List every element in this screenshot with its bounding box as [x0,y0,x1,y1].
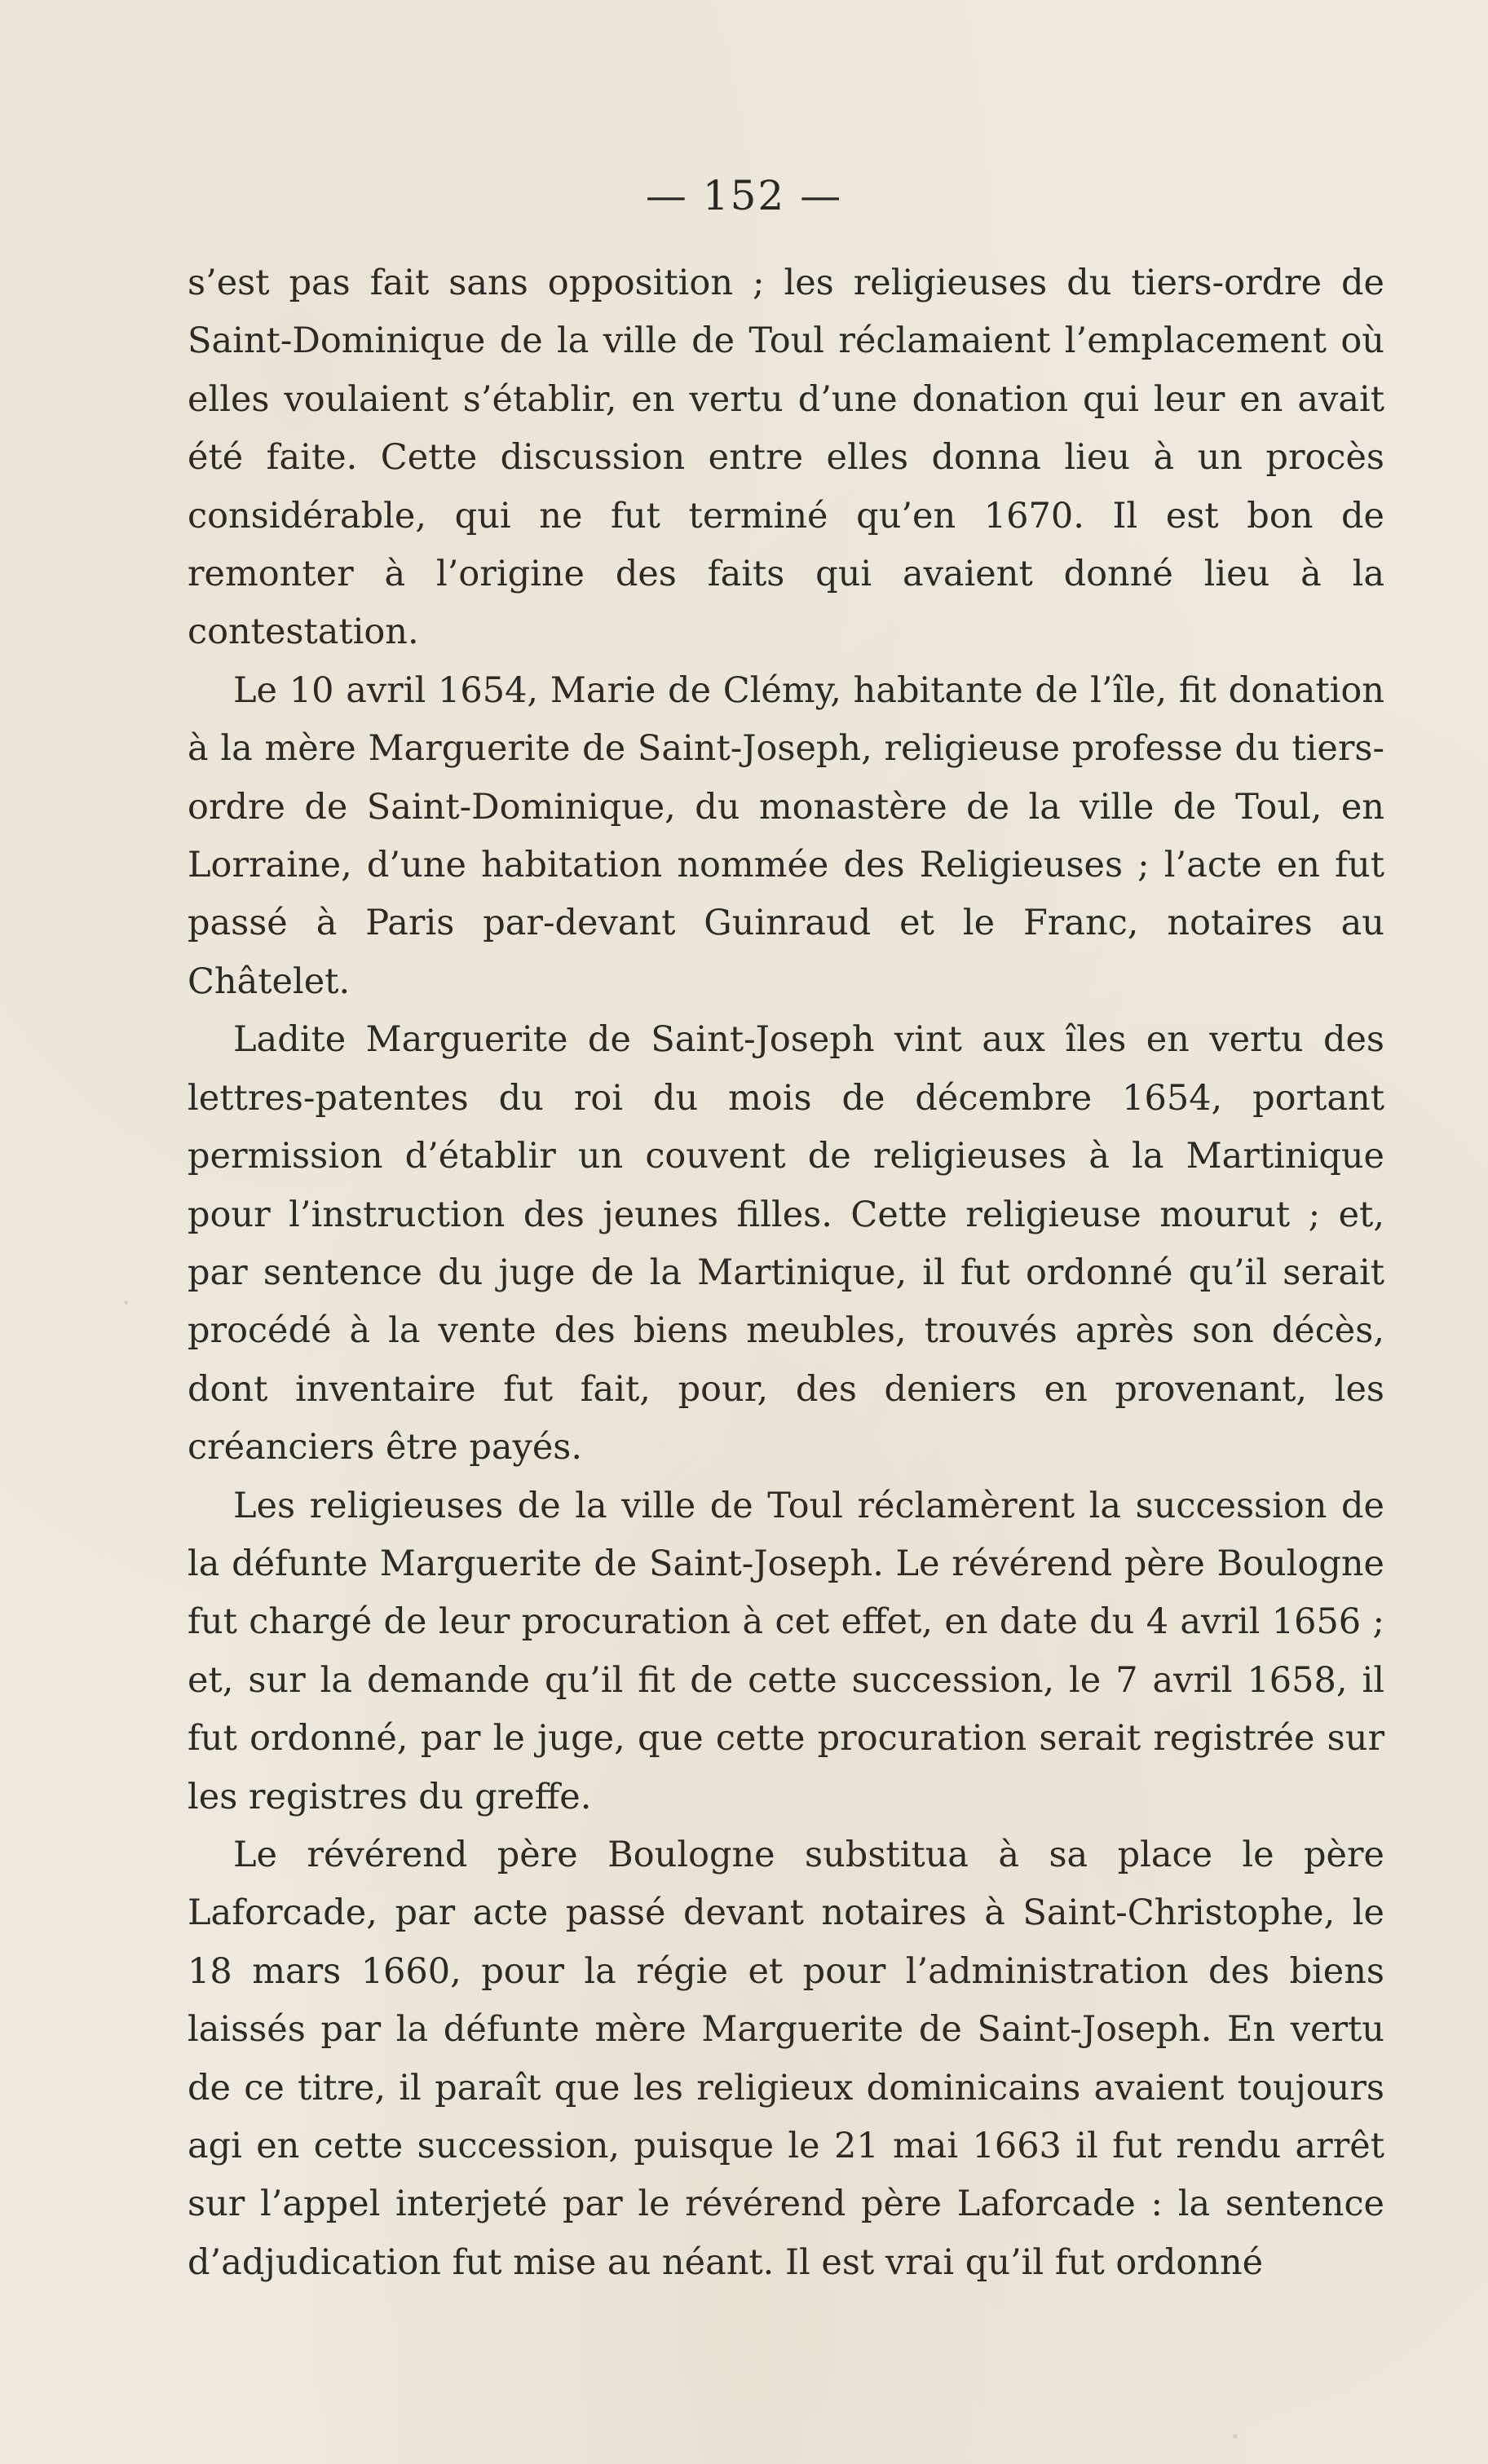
paragraph: Les religieuses de la ville de Toul réclamèrent la succession de la défunte Marguerite de Saint-Joseph. Le révérend père Boulogne fut chargé de leur procuration à cet effet, en date du 4 avril 1656 ; et, sur la demande qu’il fit de cette succession, le 7 avril 1658, il fut ordonné, par le juge, que cette procuration serait registrée sur les registres du greffe. [188,1485,1384,1817]
paragraph: Ladite Marguerite de Saint-Joseph vint aux îles en vertu des lettres-patentes du roi du mois de décembre 1654, portant permission d’établir un couvent de religieuses à la Martinique pour l’instruction des jeunes filles. Cette religieuse mourut ; et, par sentence du juge de la Martinique, il fut ordonné qu’il serait procédé à la vente des biens meubles, trouvés après son décès, dont inventaire fut fait, pour, des deniers en provenant, les créanciers être payés. [188,1019,1384,1468]
paragraph: Le 10 avril 1654, Marie de Clémy, habitante de l’île, fit donation à la mère Marguerite de Saint-Joseph, religieuse professe du tiers-ordre de Saint-Dominique, du monastère de la ville de Toul, en Lorraine, d’une habitation nommée des Religieuses ; l’acte en fut passé à Paris par-devant Guinraud et le Franc, notaires au Châtelet. [188,669,1384,1002]
foxing-spot [1233,2434,1238,2439]
paragraph: s’est pas fait sans opposition ; les religieuses du tiers-ordre de Saint-Dominique de la ville de Toul réclamaient l’emplacement où elles voulaient s’établir, en vertu d’une donation qui leur en avait été faite. Cette discussion entre elles donna lieu à un procès considérable, qui ne fut terminé qu’en 1670. Il est bon de remonter à l’origine des faits qui avaient donné lieu à la contestation. [188,263,1384,653]
body-text [188,254,1384,2292]
paragraph: Le révérend père Boulogne substitua à sa place le père Laforcade, par acte passé devant notaires à Saint-Christophe, le 18 mars 1660, pour la régie et pour l’administration des biens laissés par la défunte mère Marguerite de Saint-Joseph. En vertu de ce titre, il paraît que les religieux dominicains avaient toujours agi en cette succession, puisque le 21 mai 1663 il fut rendu arrêt sur l’appel interjeté par le révérend père Laforcade : la sentence d’adjudication fut mise au néant. Il est vrai qu’il fut ordonné [188,1834,1384,2283]
page-number: — 152 — [645,172,843,219]
foxing-spot [124,1300,128,1305]
